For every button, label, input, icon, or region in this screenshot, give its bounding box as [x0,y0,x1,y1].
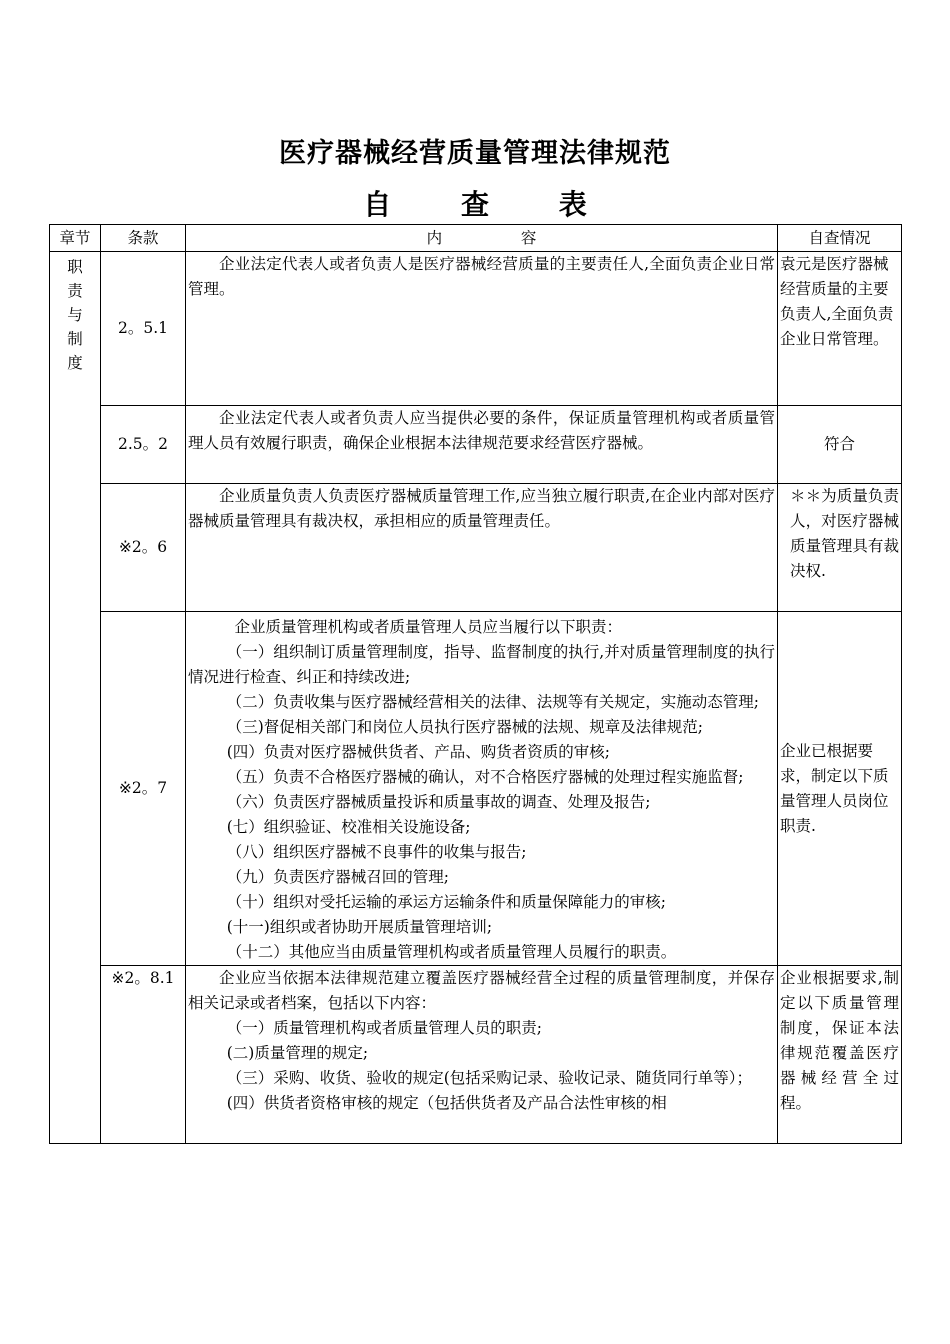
document-subtitle: 自 查 表 [363,188,617,221]
content-cell [186,612,778,966]
clause-cell: ※2。8.1 [101,966,186,1144]
self-check-cell: 企业根据要求,制定以下质量管理制度，保证本法律规范覆盖医疗器械经营全过程。 [778,966,902,1144]
table-row [50,406,902,484]
clause-cell: ※2。6 [101,484,186,612]
content-item: (十一)组织或者协助开展质量管理培训; [226,918,493,936]
chapter-char: 责 [67,282,83,300]
table-row [50,252,902,406]
self-check-table [49,224,902,1144]
header-content: 内 容 [186,225,778,252]
content-item: （一）质量管理机构或者质量管理人员的职责; [226,1019,542,1037]
document-title: 医疗器械经营质量管理法律规范 [279,138,671,169]
content-cell [186,484,778,612]
clause-cell: 2。5.1 [101,252,186,406]
content-item: (四）负责对医疗器械供货者、产品、购货者资质的审核; [226,743,611,761]
self-check-cell: 企业已根据要求，制定以下质量管理人员岗位职责. [778,612,902,966]
table-row [50,484,902,612]
content-paragraph: 企业法定代表人或者负责人是医疗器械经营质量的主要责任人,全面负责企业日常管理。 [188,255,775,298]
table-header-row [50,225,902,252]
content-item: （九）负责医疗器械召回的管理; [226,868,449,886]
content-item: （十二）其他应当由质量管理机构或者质量管理人员履行的职责。 [226,943,677,961]
content-cell [186,406,778,484]
header-self-check: 自查情况 [778,225,902,252]
chapter-char: 制 [67,330,83,348]
clause-cell: ※2。7 [101,612,186,966]
content-item: （五）负责不合格医疗器械的确认，对不合格医疗器械的处理过程实施监督; [226,768,744,786]
content-item: (四）供货者资格审核的规定（包括供货者及产品合法性审核的相 [226,1094,667,1112]
self-check-cell: ＊＊为质量负责人，对医疗器械质量管理具有裁决权. [778,484,902,612]
table-row [50,612,902,966]
chapter-char: 度 [67,354,83,372]
chapter-char: 职 [67,258,83,276]
content-item: （六）负责医疗器械质量投诉和质量事故的调查、处理及报告; [226,793,651,811]
header-clause: 条款 [101,225,186,252]
header-chapter: 章节 [50,225,101,252]
self-check-cell: 符合 [778,406,902,484]
content-intro: 企业应当依据本法律规范建立覆盖医疗器械经营全过程的质量管理制度，并保存相关记录或者档案，包括以下内容： [188,969,775,1012]
content-paragraph: 企业质量负责人负责医疗器械质量管理工作,应当独立履行职责,在企业内部对医疗器械质量管理具有裁决权，承担相应的质量管理责任。 [188,487,775,530]
self-check-cell: 袁元是医疗器械经营质量的主要负责人,全面负责企业日常管理。 [778,252,902,406]
content-item: （二）负责收集与医疗器械经营相关的法律、法规等有关规定，实施动态管理; [226,693,759,711]
content-cell [186,966,778,1144]
content-intro: 企业质量管理机构或者质量管理人员应当履行以下职责： [234,618,623,636]
content-item: (二)质量管理的规定; [226,1044,369,1062]
content-item: (七）组织验证、校准相关设施设备; [226,818,471,836]
content-paragraph: 企业法定代表人或者负责人应当提供必要的条件，保证质量管理机构或者质量管理人员有效履行职责，确保企业根据本法律规范要求经营医疗器械。 [188,409,775,452]
clause-cell: 2.5。2 [101,406,186,484]
content-cell [186,252,778,406]
content-item: （三)督促相关部门和岗位人员执行医疗器械的法规、规章及法律规范; [226,718,704,736]
chapter-cell [50,252,101,1144]
content-item: （八）组织医疗器械不良事件的收集与报告; [226,843,527,861]
chapter-char: 与 [67,306,83,324]
content-item: （十）组织对受托运输的承运方运输条件和质量保障能力的审核; [226,893,666,911]
content-item: （一）组织制订质量管理制度，指导、监督制度的执行,并对质量管理制度的执行情况进行检查、纠正和持续改进; [188,643,775,686]
table-row [50,966,902,1144]
content-item: （三）采购、收货、验收的规定(包括采购记录、验收记录、随货同行单等）； [226,1069,753,1087]
